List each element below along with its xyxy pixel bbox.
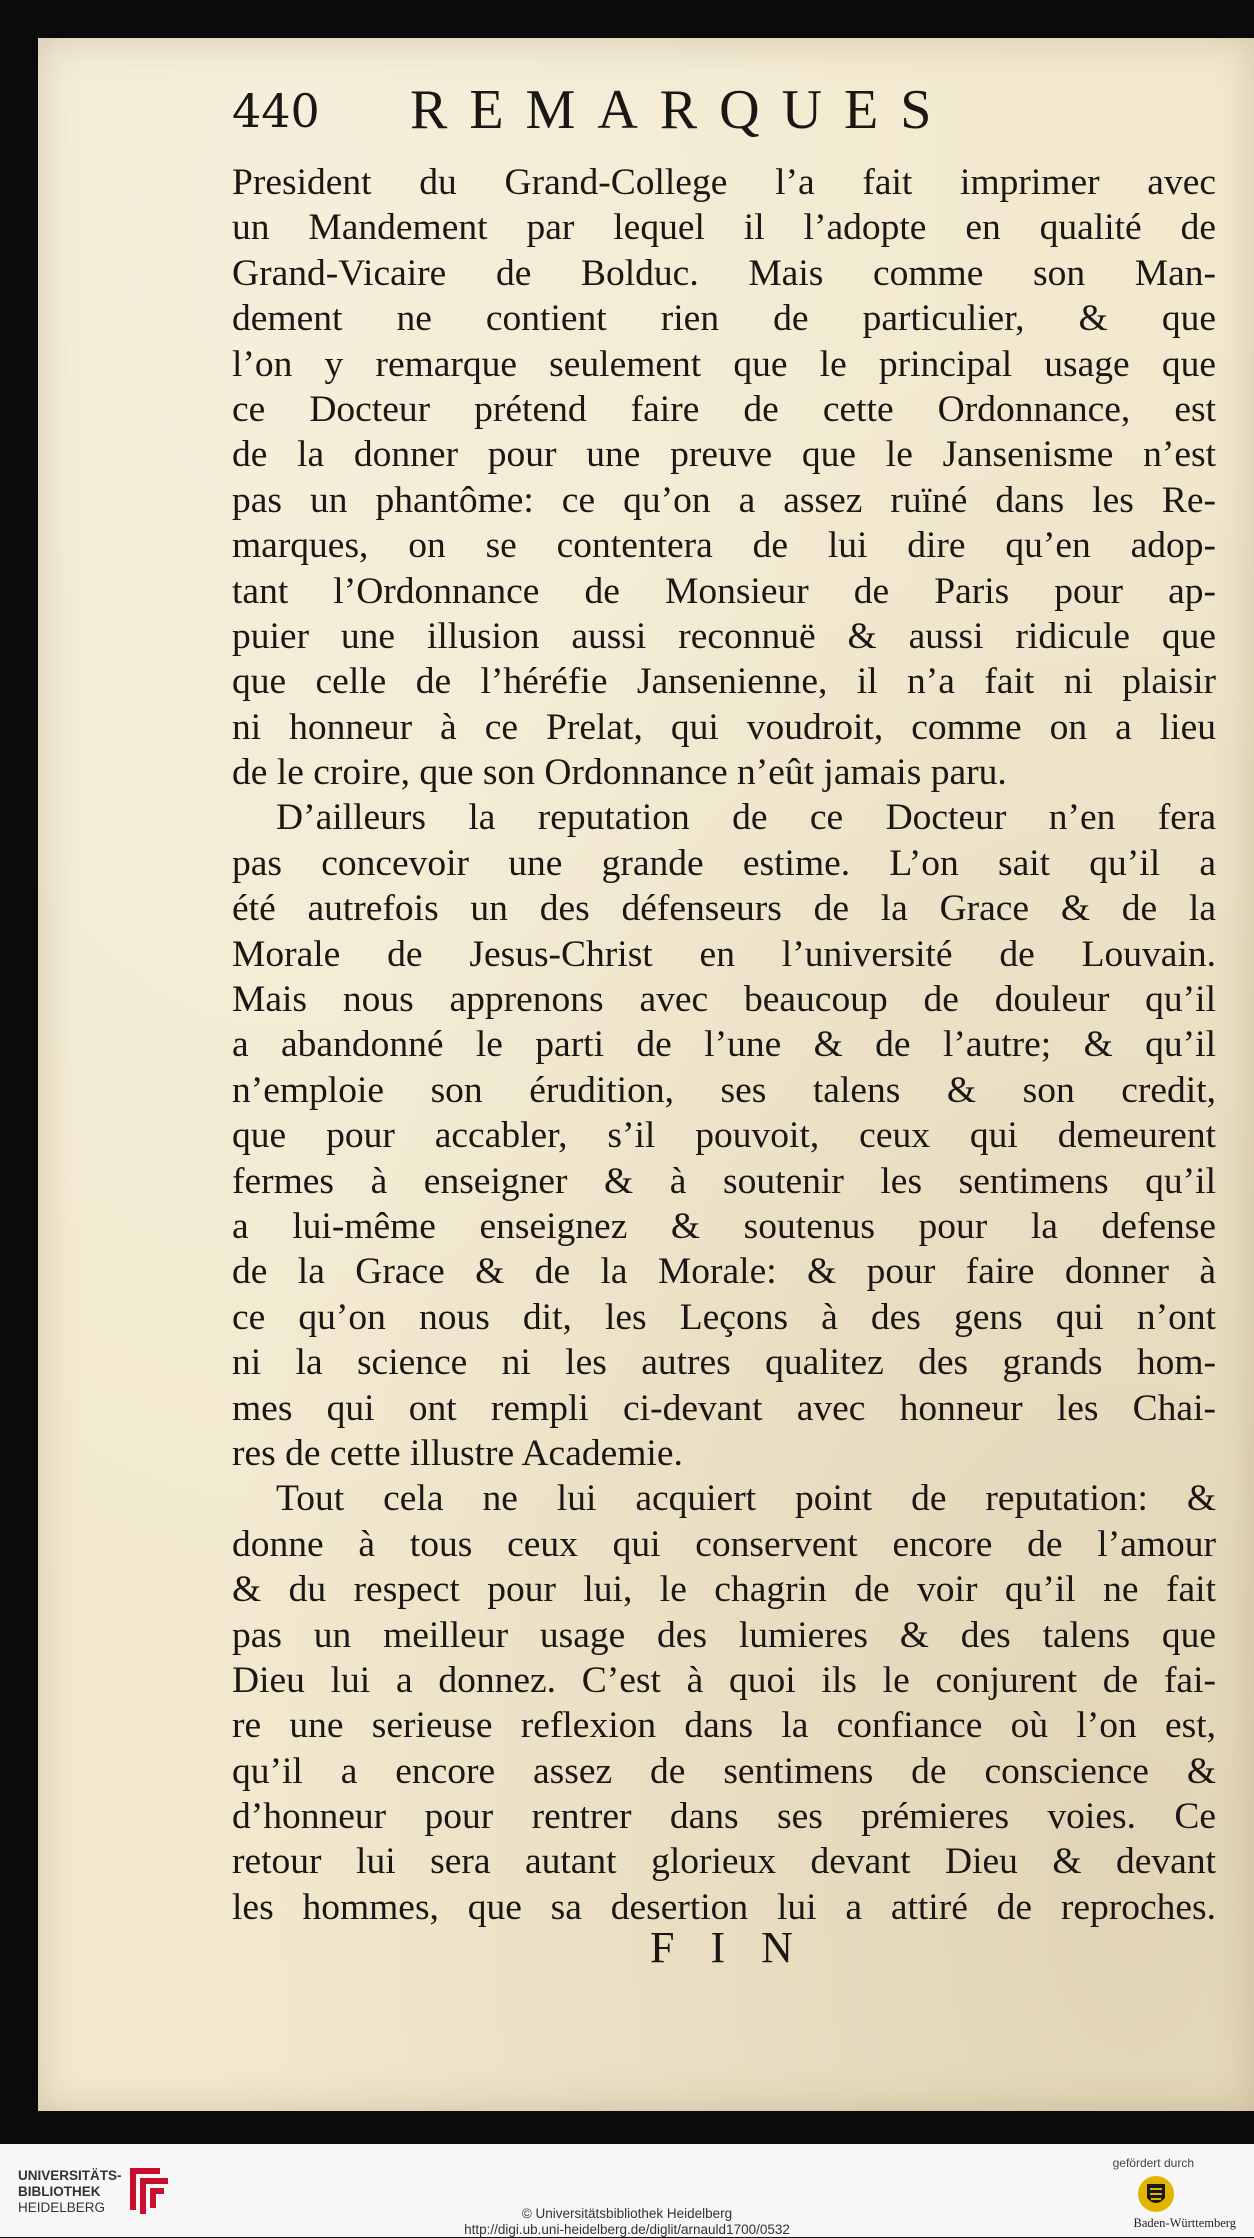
text-line: un Mandement par lequel il l’adopte en qualité de [232, 207, 1216, 249]
text-line: été autrefois un des défenseurs de la Grace & de la [232, 888, 1216, 930]
text-line: res de cette illustre Academie. [232, 1432, 683, 1474]
text-line: Mais nous apprenons avec beaucoup de douleur qu’il [232, 979, 1216, 1021]
text-line: tant l’Ordonnance de Monsieur de Paris pour ap- [232, 570, 1216, 612]
text-line: de la donner pour une preuve que le Jansenisme n’est [232, 434, 1216, 476]
text-line: Tout cela ne lui acquiert point de reputation: & [276, 1478, 1216, 1520]
text-line: que pour accabler, s’il pouvoit, ceux qui demeurent [232, 1115, 1216, 1157]
text-line: ni la science ni les autres qualitez des grands hom- [232, 1342, 1216, 1384]
text-line: ni honneur à ce Prelat, qui voudroit, comme on a lieu [232, 706, 1216, 748]
permalink[interactable]: http://digi.ub.uni-heidelberg.de/diglit/arnauld1700/0532 [464, 2222, 790, 2237]
text-line: n’emploie son érudition, ses talens & son credit, [232, 1069, 1216, 1111]
text-line: d’honneur pour rentrer dans ses prémieres voies. Ce [232, 1796, 1216, 1838]
text-line: l’on y remarque seulement que le principal usage que [232, 343, 1216, 385]
text-line: & du respect pour lui, le chagrin de voir qu’il ne fait [232, 1569, 1216, 1611]
sponsor-label: gefördert durch [1112, 2156, 1194, 2170]
text-line: a lui-même enseignez & soutenus pour la defense [232, 1205, 1216, 1247]
text-line: fermes à enseigner & à soutenir les sentimens qu’il [232, 1160, 1216, 1202]
library-name-line: HEIDELBERG [18, 2200, 106, 2215]
text-line: les hommes, que sa desertion lui a attiré de reproches. [232, 1886, 1216, 1928]
text-line: President du Grand-College l’a fait imprimer avec [232, 162, 1216, 203]
copyright-notice [0, 2206, 1254, 2238]
coat-of-arms-icon[interactable] [1136, 2174, 1176, 2214]
text-line: Dieu lui a donnez. C’est à quoi ils le conjurent de fai- [232, 1659, 1216, 1701]
library-name-line: BIBLIOTHEK [18, 2184, 101, 2199]
text-line: pas un meilleur usage des lumieres & des talens que [232, 1614, 1216, 1656]
text-line: re une serieuse reflexion dans la confiance où l’on est, [232, 1705, 1216, 1747]
copyright-text: © Universitätsbibliothek Heidelberg [521, 2206, 733, 2221]
sponsor-name: Baden-Württemberg [1133, 2216, 1236, 2230]
text-line: puier une illusion aussi reconnuë & aussi ridicule que [232, 615, 1216, 657]
running-title: REMARQUES [410, 79, 954, 141]
library-name-line: UNIVERSITÄTS- [18, 2168, 122, 2183]
text-line: a abandonné le parti de l’une & de l’autre; & qu’il [232, 1024, 1216, 1066]
text-line: qu’il a encore assez de sentimens de conscience & [232, 1750, 1216, 1792]
text-line: Grand-Vicaire de Bolduc. Mais comme son Man- [232, 252, 1216, 294]
text-line: ce qu’on nous dit, les Leçons à des gens qui n’ont [232, 1296, 1216, 1338]
finis-mark: FIN [650, 1923, 829, 1972]
text-line: que celle de l’héréfie Jansenienne, il n’a fait ni plaisir [232, 661, 1216, 703]
text-line: de la Grace & de la Morale: & pour faire donner à [232, 1251, 1216, 1293]
viewer-footer [0, 2144, 1254, 2237]
text-line: mes qui ont rempli ci-devant avec honneur les Chai- [232, 1387, 1216, 1429]
text-line: retour lui sera autant glorieux devant Dieu & devant [232, 1841, 1216, 1883]
page-header [232, 66, 1032, 156]
text-line: marques, on se contentera de lui dire qu’en adop- [232, 525, 1216, 567]
text-line: donne à tous ceux qui conservent encore de l’amour [232, 1523, 1216, 1565]
body-text [232, 160, 1216, 1930]
text-line: Morale de Jesus-Christ en l’université de Louvain. [232, 933, 1216, 975]
text-line: dement ne contient rien de particulier, & que [232, 298, 1216, 340]
text-line: D’ailleurs la reputation de ce Docteur n’en fera [276, 797, 1216, 839]
text-line: de le croire, que son Ordonnance n’eût jamais paru. [232, 752, 1007, 794]
text-line: pas concevoir une grande estime. L’on sait qu’il a [232, 842, 1216, 884]
page-number: 440 [232, 84, 320, 138]
text-line: ce Docteur prétend faire de cette Ordonnance, est [232, 388, 1216, 430]
text-line: pas un phantôme: ce qu’on a assez ruïné dans les Re- [232, 479, 1216, 521]
